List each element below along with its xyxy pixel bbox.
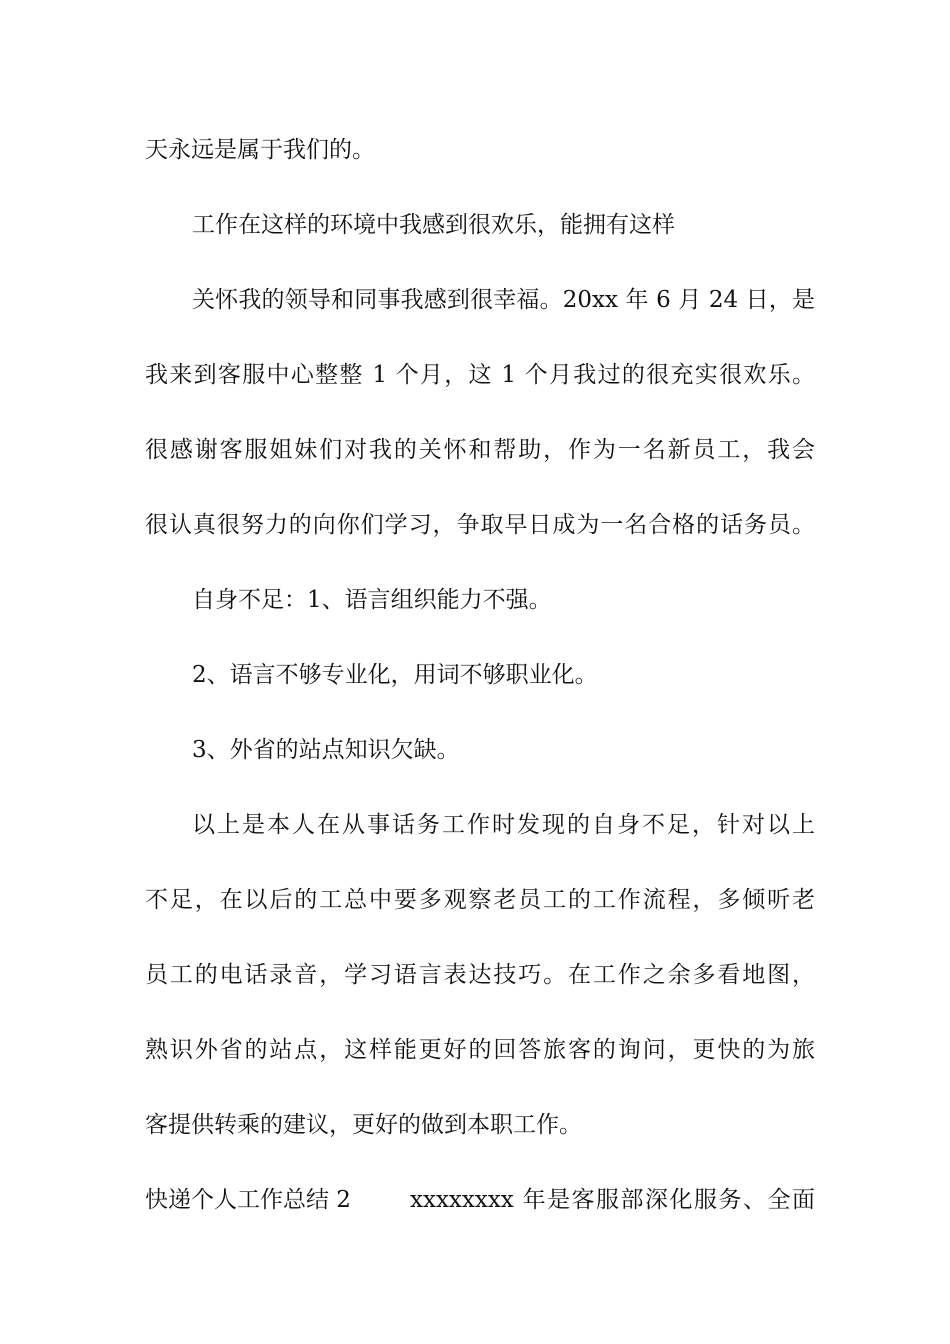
text-line: 我来到客服中心整整 1 个月，这 1 个月我过的很充实很欢乐。	[145, 362, 815, 388]
text-line: 熟识外省的站点，这样能更好的回答旅客的询问，更快的为旅	[145, 1037, 815, 1063]
section-title: 快递个人工作总结 2	[145, 1187, 351, 1213]
text-line: 很认真很努力的向你们学习，争取早日成为一名合格的话务员。	[145, 512, 815, 538]
list-item: 自身不足：1、语言组织能力不强。	[192, 587, 552, 613]
list-item: 3、外省的站点知识欠缺。	[192, 737, 460, 763]
section-intro-text: xxxxxxxx 年是客服部深化服务、全面	[410, 1187, 815, 1213]
paragraph-first-line: 以上是本人在从事话务工作时发现的自身不足，针对以上	[192, 812, 815, 838]
text-line: 员工的电话录音，学习语言表达技巧。在工作之余多看地图，	[145, 962, 815, 988]
text-line: 客提供转乘的建议，更好的做到本职工作。	[145, 1112, 582, 1138]
paragraph-first-line: 关怀我的领导和同事我感到很幸福。20xx 年 6 月 24 日，是	[192, 287, 815, 313]
paragraph-first-line: 工作在这样的环境中我感到很欢乐，能拥有这样	[192, 212, 675, 238]
section-heading-line	[145, 1180, 815, 1220]
text-line: 不足，在以后的工总中要多观察老员工的工作流程，多倾听老	[145, 887, 815, 913]
list-item: 2、语言不够专业化，用词不够职业化。	[192, 662, 598, 688]
text-line: 天永远是属于我们的。	[145, 137, 375, 163]
text-line: 很感谢客服姐妹们对我的关怀和帮助，作为一名新员工，我会	[145, 437, 815, 463]
